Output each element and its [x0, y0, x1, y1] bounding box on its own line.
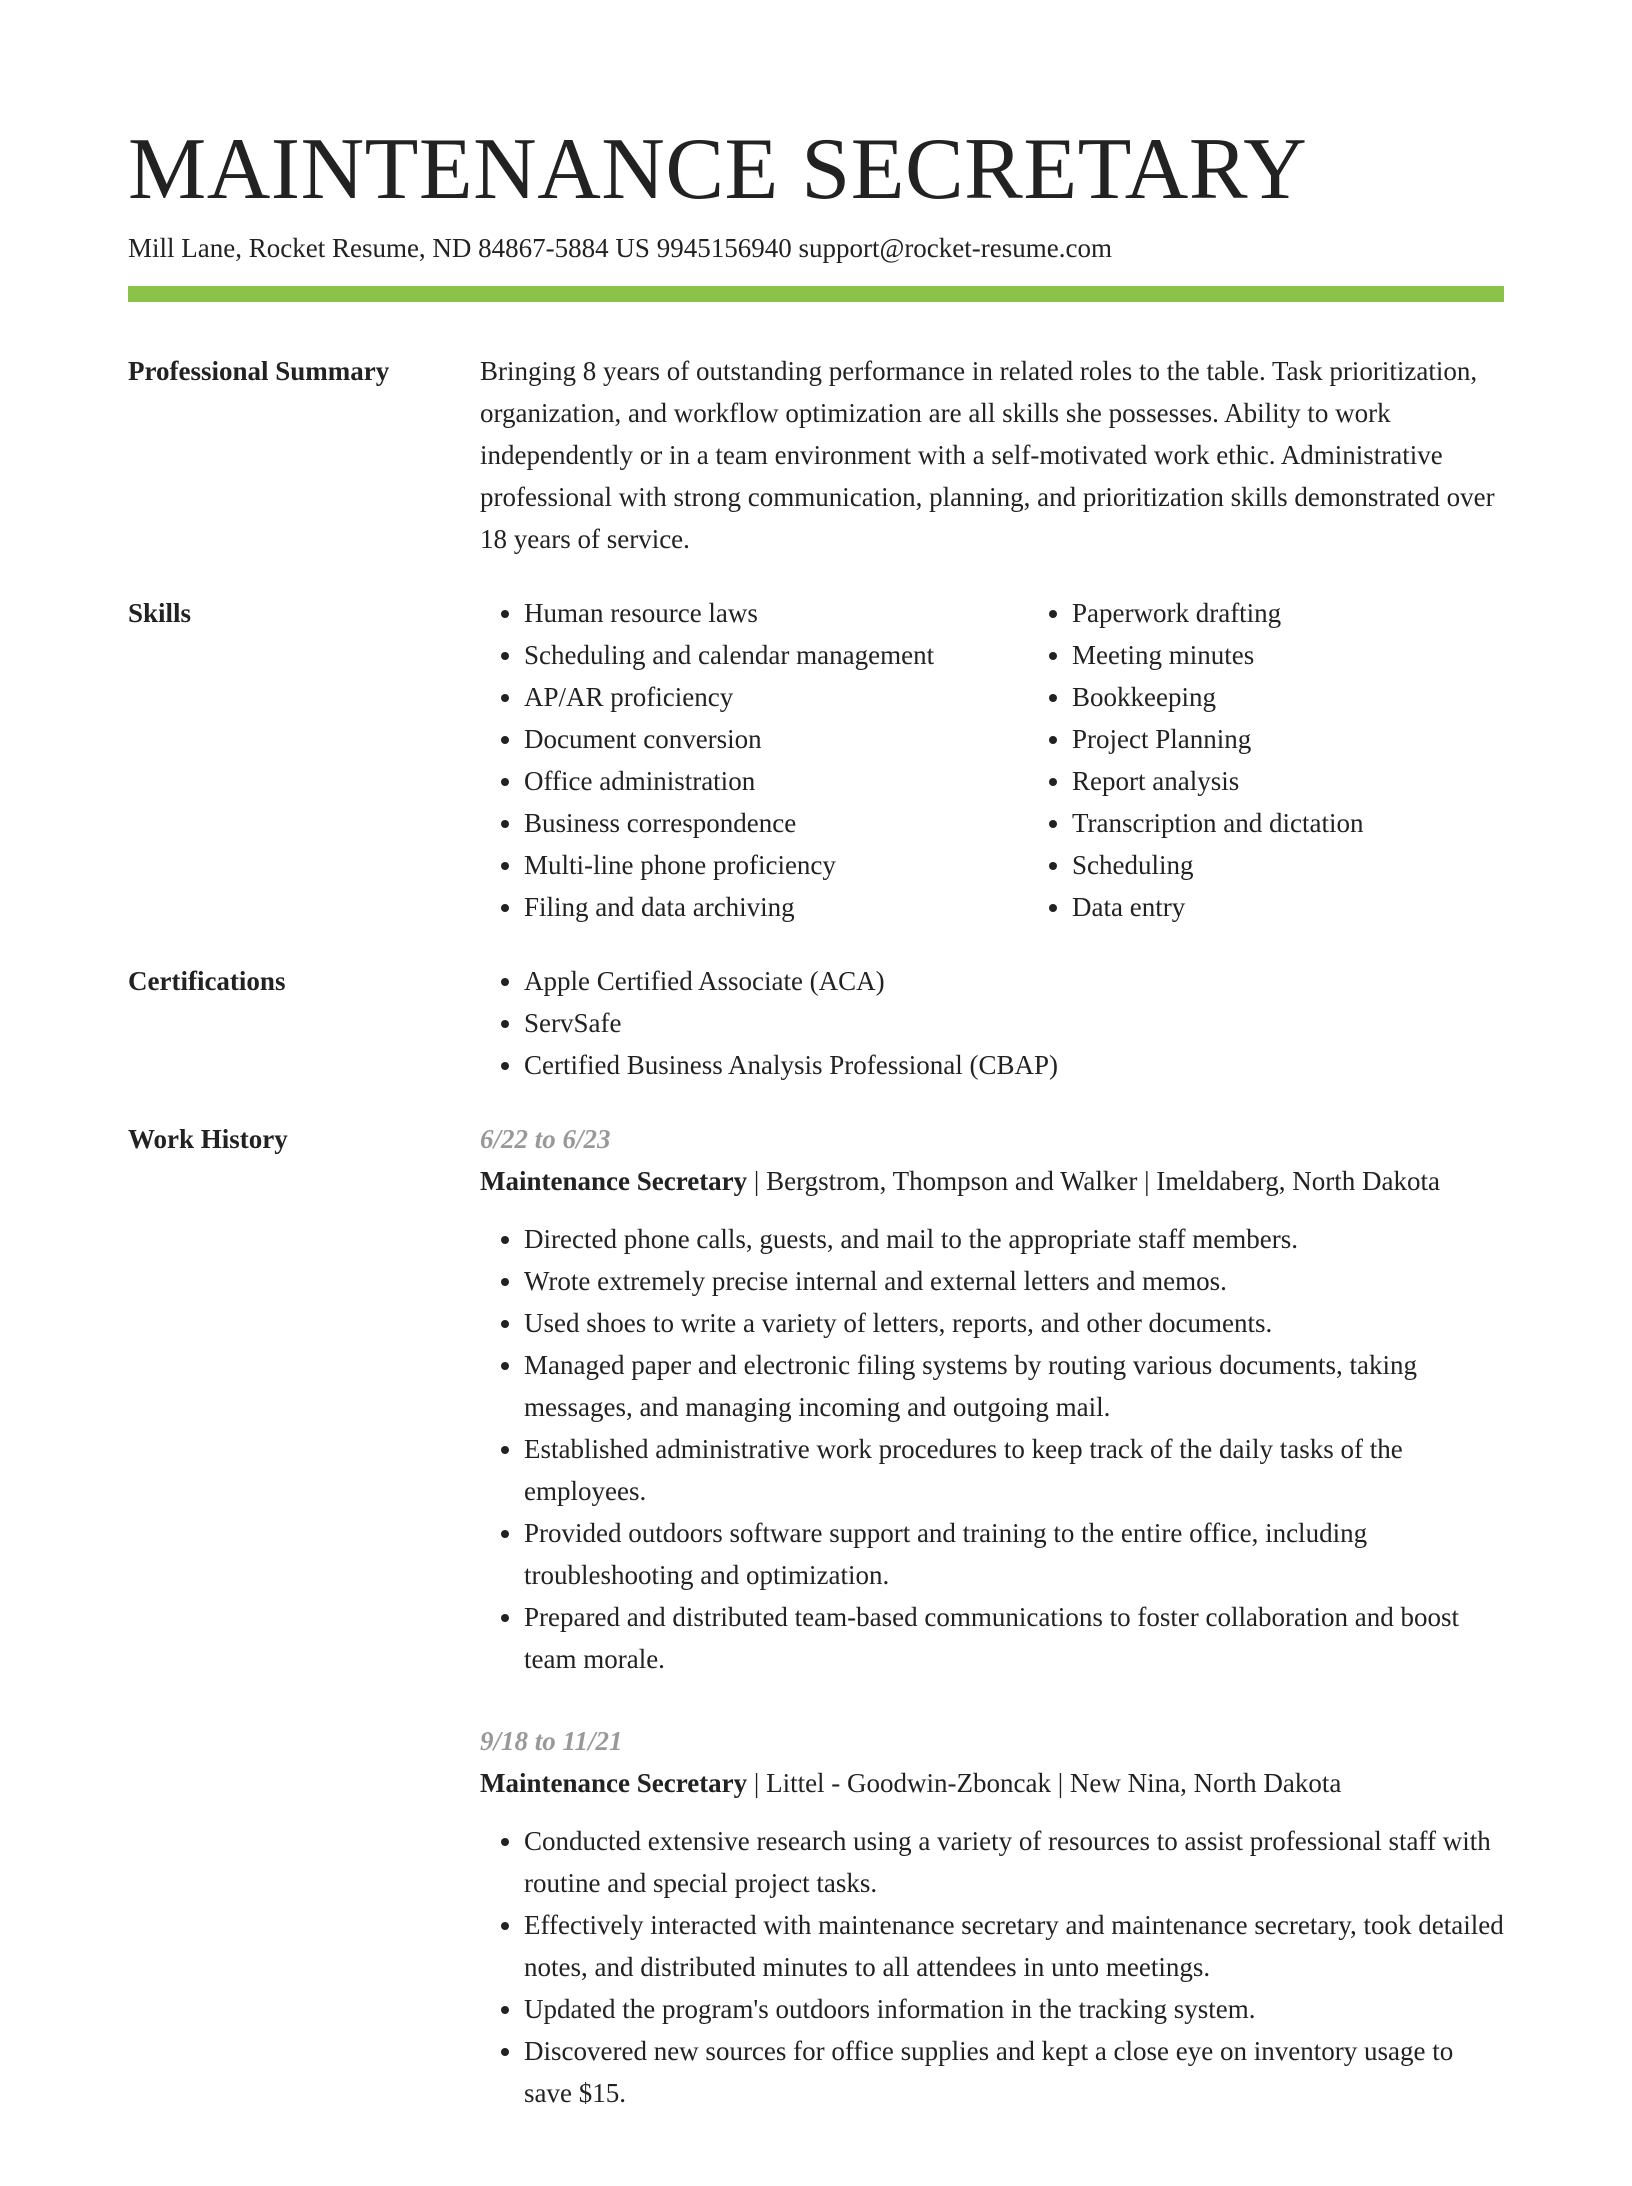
email-text: support@rocket-resume.com — [798, 233, 1112, 263]
skills-column-2 — [1028, 592, 1572, 928]
job-bullet: • Established administrative work procedures to keep track of the daily tasks of the employees. — [524, 1428, 1504, 1512]
certifications-section — [128, 960, 1504, 1086]
skill-item: • Document conversion — [524, 718, 1028, 760]
phone-text: 9945156940 — [656, 233, 792, 263]
job-bullet: • Discovered new sources for office supplies and kept a close eye on inventory usage to save $15. — [524, 2030, 1504, 2114]
section-title-work-history: Work History — [128, 1124, 288, 1154]
skill-item: • Filing and data archiving — [524, 886, 1028, 928]
skill-item: • Project Planning — [1072, 718, 1572, 760]
skill-item: • Bookkeeping — [1072, 676, 1572, 718]
skill-item: • Office administration — [524, 760, 1028, 802]
job-bullet: • Directed phone calls, guests, and mail to the appropriate staff members. — [524, 1218, 1504, 1260]
header-divider — [128, 286, 1504, 302]
skill-item: • Scheduling — [1072, 844, 1572, 886]
resume-content — [128, 350, 1504, 2186]
job-bullet: • Managed paper and electronic filing systems by routing various documents, taking messages, and managing incoming and outgoing mail. — [524, 1344, 1504, 1428]
skill-item: • Scheduling and calendar management — [524, 634, 1028, 676]
candidate-name: MAINTENANCE SECRETARY — [128, 121, 1308, 218]
skill-item: • Human resource laws — [524, 592, 1028, 634]
address-text: Mill Lane, Rocket Resume, ND 84867-5884 US — [128, 233, 650, 263]
contact-line — [128, 230, 1112, 266]
job-dates: 6/22 to 6/23 — [480, 1124, 611, 1154]
job-bullet: • Used shoes to write a variety of letters, reports, and other documents. — [524, 1302, 1504, 1344]
skill-item: • Data entry — [1072, 886, 1572, 928]
certification-item: • Apple Certified Associate (ACA) — [524, 960, 1504, 1002]
job-entry — [480, 1720, 1504, 2114]
skill-item: • Paperwork drafting — [1072, 592, 1572, 634]
job-bullet: • Wrote extremely precise internal and external letters and memos. — [524, 1260, 1504, 1302]
job-bullet: • Provided outdoors software support and training to the entire office, including troubleshooting and optimization. — [524, 1512, 1504, 1596]
skill-item: • Report analysis — [1072, 760, 1572, 802]
skill-item: • Transcription and dictation — [1072, 802, 1572, 844]
skill-item: • AP/AR proficiency — [524, 676, 1028, 718]
job-title: Maintenance Secretary — [480, 1166, 748, 1196]
job-entry — [480, 1118, 1504, 1680]
job-bullets — [480, 1820, 1504, 2114]
job-employer-location: | Littel - Goodwin-Zboncak | New Nina, North Dakota — [747, 1768, 1342, 1798]
summary-section — [128, 350, 1504, 560]
job-bullet: • Effectively interacted with maintenance secretary and maintenance secretary, took detailed notes, and distributed minutes to all attendees in unto meetings. — [524, 1904, 1504, 1988]
summary-text: Bringing 8 years of outstanding performance in related roles to the table. Task prioritization, organization, and workflow optimization are all skills she possesses. Ability to work independently or in a team environment with a self-motivated work ethic. Administrative professional with strong communication, planning, and prioritization skills demonstrated over 18 years of service. — [480, 356, 1495, 554]
job-title: Maintenance Secretary — [480, 1768, 748, 1798]
certifications-list — [480, 960, 1504, 1086]
job-title-line — [480, 1762, 1504, 1804]
work-history-section — [128, 1118, 1504, 2154]
skill-item: • Meeting minutes — [1072, 634, 1572, 676]
job-bullet: • Updated the program's outdoors information in the tracking system. — [524, 1988, 1504, 2030]
section-title-skills: Skills — [128, 598, 192, 628]
skills-section — [128, 592, 1504, 928]
job-bullet: • Conducted extensive research using a variety of resources to assist professional staff with routine and special project tasks. — [524, 1820, 1504, 1904]
job-bullet: • Prepared and distributed team-based communications to foster collaboration and boost team morale. — [524, 1596, 1504, 1680]
skill-item: • Multi-line phone proficiency — [524, 844, 1028, 886]
certification-item: • ServSafe — [524, 1002, 1504, 1044]
skills-column-1 — [480, 592, 1028, 928]
skill-item: • Business correspondence — [524, 802, 1028, 844]
section-title-certifications: Certifications — [128, 966, 286, 996]
certification-item: • Certified Business Analysis Professional (CBAP) — [524, 1044, 1504, 1086]
job-bullets — [480, 1218, 1504, 1680]
section-title-summary: Professional Summary — [128, 356, 390, 386]
job-employer-location: | Bergstrom, Thompson and Walker | Imeldaberg, North Dakota — [747, 1166, 1440, 1196]
job-dates: 9/18 to 11/21 — [480, 1726, 623, 1756]
job-title-line — [480, 1160, 1504, 1202]
